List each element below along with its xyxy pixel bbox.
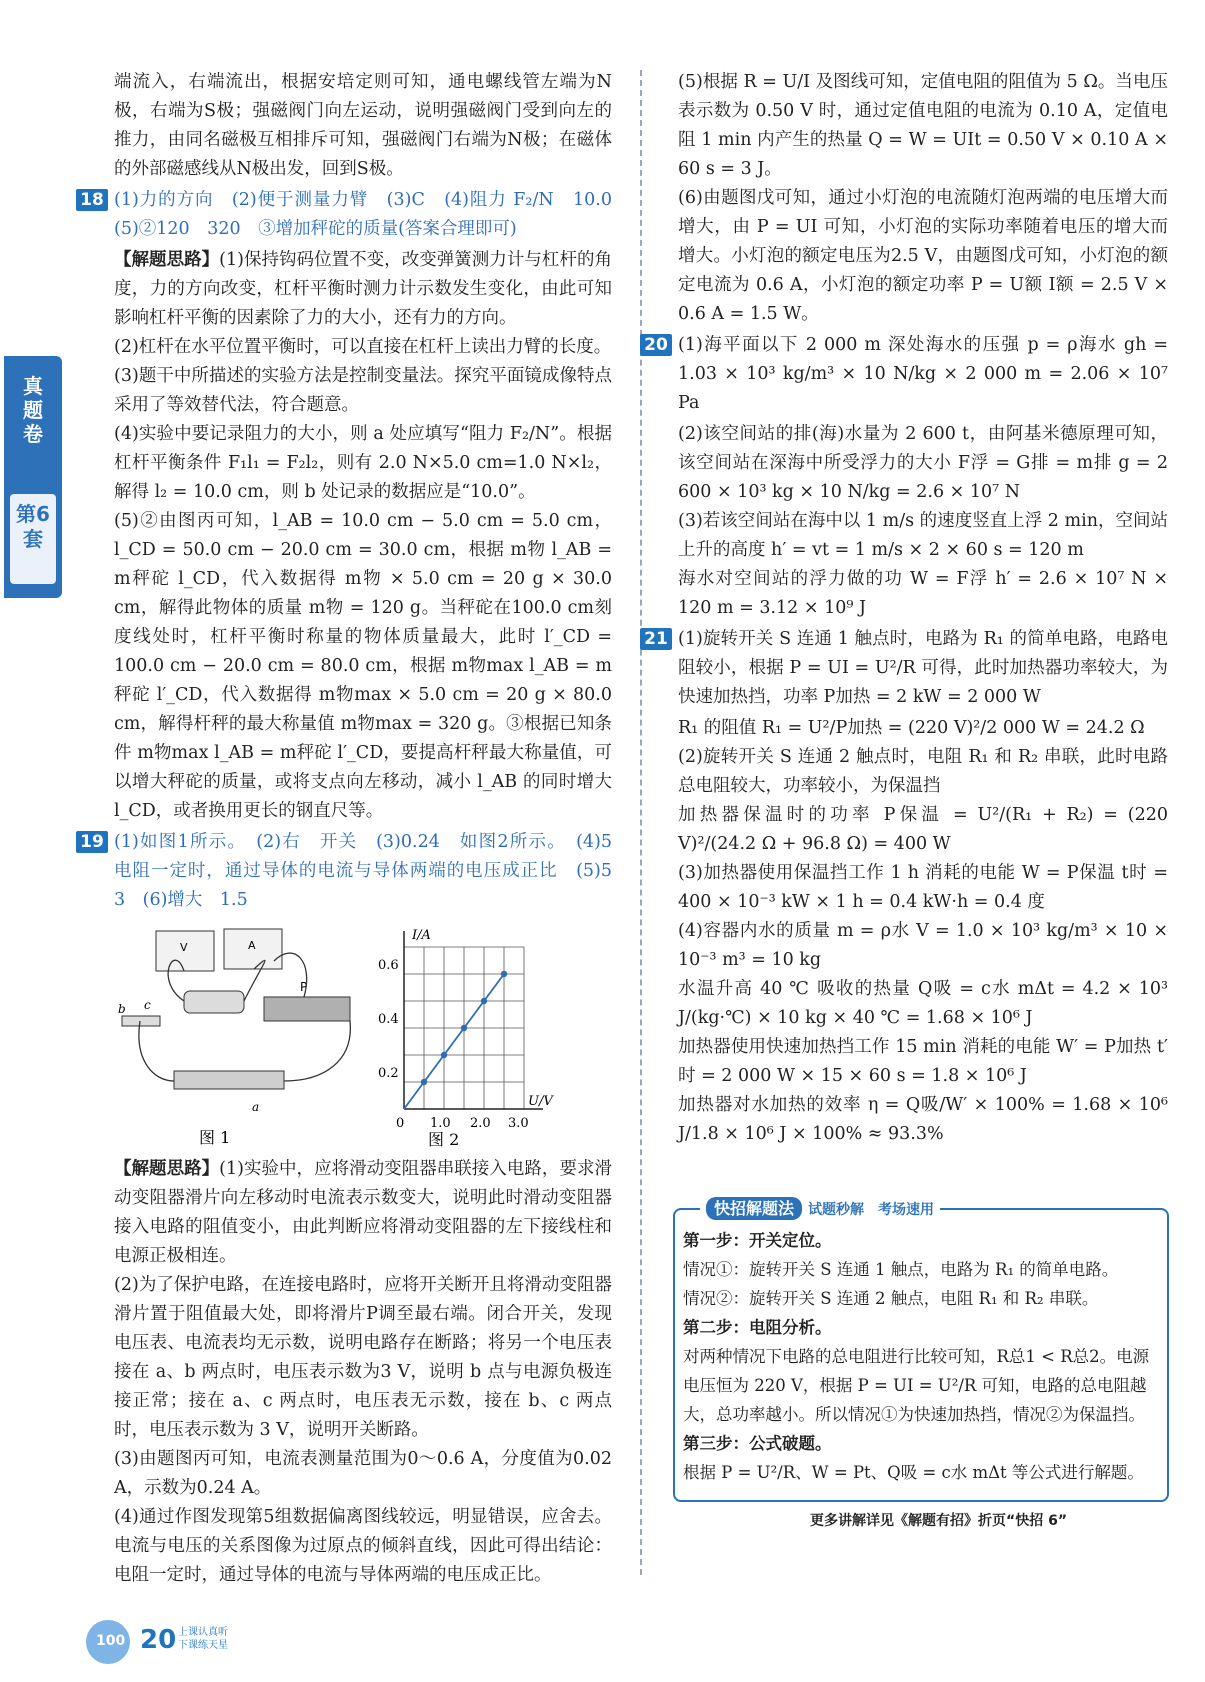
tip-body [683, 1226, 1161, 1487]
footer-slogan-1: 上课认真听 [178, 1627, 228, 1638]
q19-p1: (1)实验中，应将滑动变阻器串联接入电路，要求滑动变阻器滑片向左移动时电流表示数变大，说明此时滑动变阻器接入电路的阻值变小，由此判断应将滑动变阻器的左下接线柱和电源正极相连。 [114, 1159, 612, 1266]
q21-p9: 加热器对水加热的效率 η = Q吸/W′ × 100% = 1.68 × 10⁶ J/1.8 × 10⁶ J × 100% ≈ 93.3% [678, 1095, 1168, 1144]
q18-p5: (5)②由图丙可知，l_AB = 10.0 cm − 5.0 cm = 5.0 cm，l_CD = 50.0 cm − 20.0 cm = 30.0 cm，根据 m物 l_AB = m秤砣 l_CD，代入数据得 m物 × 5.0 cm = 20 g × 30.0 cm，解得此物体的质量 m物 = 120 g。当秤砣在100.0 cm刻度线处时，杠杆平衡时称量的物体质量最大，此时 l′_CD = 100.0 cm − 20.0 cm = 80.0 cm，根据 m物max l_AB = m秤砣 l′_CD，代入数据得 m物max × 5.0 cm = 20 g × 80.0 cm，解得杆秤的最大称量值 m物max = 320 g。③根据已知条件 m物max l_AB = m秤砣 l′_CD，要提高杆秤最大称量值，可以增大秤砣的质量，或将支点向左移动，减小 l_AB 的同时增大 l_CD，或者换用更长的钢直尺等。 [114, 511, 612, 821]
svg-text:A: A [248, 939, 256, 952]
x-tick-3: 3.0 [508, 1116, 529, 1131]
footer-slogan [178, 1626, 228, 1652]
question-21 [644, 625, 1168, 712]
tip-step-3-text: 根据 P = U²/R、W = Pt、Q吸 = c水 mΔt 等公式进行解题。 [683, 1463, 1144, 1482]
left-column [80, 68, 630, 1590]
question-number-18: 18 [76, 189, 108, 211]
q19-p2: (2)为了保护电路，在连接电路时，应将开关断开且将滑动变阻器滑片置于阻值最大处，即将滑片P调至最右端。闭合开关，发现电压表、电流表均无示数，说明电路存在断路；将另一个电压表接在 a、b 两点时，电压表示数为3 V，说明 b 点与电源负极连接正常；接在 a、c 两点时，电压表无示数，接在 b、c 两点时，电压表示数为 3 V，说明开关断路。 [114, 1275, 612, 1440]
tip-header [700, 1196, 940, 1222]
point-b-label: b [118, 1002, 126, 1016]
figures-row [114, 921, 612, 1149]
x-axis-label: U/V [528, 1094, 553, 1109]
intro-paragraph: 端流入，右端流出，根据安培定则可知，通电螺线管左端为N极，右端为S极；强磁阀门向左运动，说明强磁阀门受到向左的推力，由同名磁极互相排斥可知，强磁阀门右端为N极；在磁体的外部磁感线从N极出发，回到S极。 [114, 72, 612, 179]
q20-p3: (3)若该空间站在海中以 1 m/s 的速度竖直上浮 2 min，空间站上升的高度 h′ = vt = 1 m/s × 2 × 60 s = 120 m [678, 511, 1168, 560]
column-divider [640, 70, 642, 1575]
switch [122, 1016, 160, 1026]
side-tab-set: 第6套 [10, 494, 56, 584]
q19-p3: (3)由题图丙可知，电流表测量范围为0～0.6 A，分度值为0.02 A，示数为0.24 A。 [114, 1449, 612, 1498]
more-explanation-note: 更多讲解详见《解题有招》折页“快招 6” [810, 1513, 1068, 1529]
rheostat [264, 997, 350, 1021]
x-tick-0: 0 [396, 1116, 405, 1131]
question-20 [644, 331, 1168, 418]
question-number-19: 19 [76, 831, 108, 853]
x-tick-2: 2.0 [470, 1116, 491, 1131]
slider-p-label: P [300, 980, 308, 994]
q20-p2: (2)该空间站的排(海)水量为 2 600 t，由阿基米德原理可知，该空间站在深海中所受浮力的大小 F浮 = G排 = m排 g = 2 600 × 10³ kg × 10 N/kg = 2.6 × 10⁷ N [678, 424, 1168, 502]
tip-step-3-title: 第三步：公式破题。 [683, 1434, 832, 1453]
data-point-3 [481, 998, 487, 1004]
side-tab-title: 真题卷 [23, 374, 43, 446]
figure-1-caption: 图 1 [199, 1128, 231, 1147]
tip-step-2-text: 对两种情况下电路的总电阻进行比较可知，R总1 < R总2。电源电压恒为 220 V，根据 P = UI = U²/R 可知，电路的总电阻越大，总功率越小。所以情况①为快速加热挡，情况②为保温挡。 [683, 1347, 1150, 1424]
footer-logo [86, 1620, 130, 1664]
q21-p5: (3)加热器使用保温挡工作 1 h 消耗的电能 W = P保温 t时 = 400 × 10⁻³ kW × 1 h = 0.4 kW·h = 0.4 度 [678, 863, 1168, 912]
tip-step-2-title: 第二步：电阻分析。 [683, 1318, 832, 1337]
y-tick-2: 0.6 [378, 958, 399, 973]
data-point-1 [441, 1052, 447, 1058]
tip-step-1-title: 第一步：开关定位。 [683, 1231, 832, 1250]
side-tab [4, 356, 62, 598]
data-point-0 [421, 1079, 427, 1085]
y-axis-label: I/A [412, 928, 431, 943]
q19-p5: (5)根据 R = U/I 及图线可知，定值电阻的阻值为 5 Ω。当电压表示数为 0.50 V 时，通过定值电阻的电流为 0.10 A，定值电阻 1 min 内产生的热量 Q = W = UIt = 0.50 V × 0.10 A × 60 s = 3 J。 [678, 72, 1168, 179]
q21-p8: 加热器使用快速加热挡工作 15 min 消耗的电能 W′ = P加热 t′时 = 2 000 W × 15 × 60 s = 1.8 × 10⁶ J [678, 1037, 1168, 1086]
footer-slogan-2: 下课练天星 [178, 1640, 228, 1651]
tip-step-1-case-a: 情况①：旋转开关 S 连通 1 触点，电路为 R₁ 的简单电路。 [683, 1260, 1119, 1279]
y-tick-0: 0.2 [378, 1066, 399, 1081]
question-number-21: 21 [640, 628, 672, 650]
question-18-answer [80, 186, 630, 244]
q18-p2: (2)杠杆在水平位置平衡时，可以直接在杠杆上读出力臂的长度。 [114, 337, 612, 357]
q21-p2: R₁ 的阻值 R₁ = U²/P加热 = (220 V)²/2 000 W = 24.2 Ω [678, 718, 1145, 738]
q21-p6: (4)容器内水的质量 m = ρ水 V = 1.0 × 10³ kg/m³ × 10 × 10⁻³ m³ = 10 kg [678, 921, 1168, 970]
q21-p3: (2)旋转开关 S 连通 2 触点时，电阻 R₁ 和 R₂ 串联，此时电路总电阻较大，功率较小，为保温挡 [678, 747, 1168, 796]
tip-step-1-case-b: 情况②：旋转开关 S 连通 2 触点，电阻 R₁ 和 R₂ 串联。 [683, 1289, 1099, 1308]
data-point-2 [461, 1025, 467, 1031]
figure-1-circuit [114, 921, 364, 1147]
question-number-20: 20 [640, 334, 672, 356]
fit-line [404, 974, 504, 1109]
svg-text:V: V [180, 941, 188, 954]
q18-p1: (1)保持钩码位置不变，改变弹簧测力计与杠杆的角度，力的方向改变，杠杆平衡时测力计示数发生变化，由此可知影响杠杆平衡的因素除了力的大小，还有力的方向。 [114, 250, 612, 328]
thought-label-19: 【解题思路】 [114, 1159, 220, 1179]
q18-p4: (4)实验中要记录阻力的大小，则 a 处应填写“阻力 F₂/N”。根据杠杆平衡条件 F₁l₁ = F₂l₂，则有 2.0 N×5.0 cm=1.0 N×l₂，解得 l₂ = 10.0 cm，则 b 处记录的数据应是“10.0”。 [114, 424, 612, 502]
y-tick-1: 0.4 [378, 1012, 399, 1027]
q18-answer-text: (1)力的方向 (2)便于测量力臂 (3)C (4)阻力 F₂/N 10.0 (5)②120 320 ③增加秤砣的质量(答案合理即可) [114, 190, 630, 239]
figure-2-chart [378, 921, 588, 1149]
tip-badge: 快招解题法 [706, 1197, 802, 1220]
q18-p3: (3)题干中所描述的实验方法是控制变量法。探究平面镜成像特点采用了等效替代法，符合题意。 [114, 366, 612, 415]
x-tick-1: 1.0 [430, 1116, 451, 1131]
q20-p1: (1)海平面以下 2 000 m 深处海水的压强 p = ρ海水 gh = 1.03 × 10³ kg/m³ × 10 N/kg × 2 000 m = 2.06 × 10⁷ Pa [678, 335, 1168, 413]
quick-tip-box [673, 1199, 1169, 1502]
q19-p6: (6)由题图戊可知，通过小灯泡的电流随灯泡两端的电压增大而增大，由 P = UI 可知，小灯泡的实际功率随着电压的增大而增大。小灯泡的额定电压为2.5 V，由题图戊可知，小灯泡的额定电流为 0.6 A，小灯泡的额定功率 P = U额 I额 = 2.5 V × 0.6 A = 1.5 W。 [678, 188, 1168, 324]
battery [174, 1071, 284, 1089]
data-point-4 [501, 971, 507, 977]
page-number: 20 [140, 1625, 177, 1655]
point-c-label: c [144, 998, 151, 1012]
point-a-label: a [252, 1100, 260, 1114]
tip-subtitle: 试题秒解 考场速用 [808, 1202, 935, 1218]
question-19-answer [80, 828, 630, 915]
resistor [184, 991, 244, 1013]
q19-p4: (4)通过作图发现第5组数据偏离图线较远，明显错误，应舍去。电流与电压的关系图像为过原点的倾斜直线，因此可得出结论：电阻一定时，通过导体的电流与导体两端的电压成正比。 [114, 1507, 612, 1585]
q20-p4: 海水对空间站的浮力做的功 W = F浮 h′ = 2.6 × 10⁷ N × 120 m = 3.12 × 10⁹ J [678, 569, 1168, 618]
q19-answer-text: (1)如图1所示。 (2)右 开关 (3)0.24 如图2所示。 (4)5 电阻一定时，通过导体的电流与导体两端的电压成正比 (5)5 3 (6)增大 1.5 [114, 832, 630, 910]
footer-logo-text: 100 [96, 1633, 126, 1649]
thought-label-18: 【解题思路】 [114, 250, 220, 270]
figure-2-caption: 图 2 [428, 1130, 460, 1149]
right-column [644, 68, 1168, 1149]
q21-p1: (1)旋转开关 S 连通 1 触点时，电路为 R₁ 的简单电路，电路电阻较小，根据 P = UI = U²/R 可得，此时加热器功率较大，为快速加热挡，功率 P加热 = 2 kW = 2 000 W [678, 629, 1168, 707]
q21-p4: 加热器保温时的功率 P保温 = U²/(R₁ + R₂) = (220 V)²/(24.2 Ω + 96.8 Ω) = 400 W [678, 805, 1168, 854]
q21-p7: 水温升高 40 ℃ 吸收的热量 Q吸 = c水 mΔt = 4.2 × 10³ J/(kg·℃) × 10 kg × 40 ℃ = 1.68 × 10⁶ J [678, 979, 1168, 1028]
